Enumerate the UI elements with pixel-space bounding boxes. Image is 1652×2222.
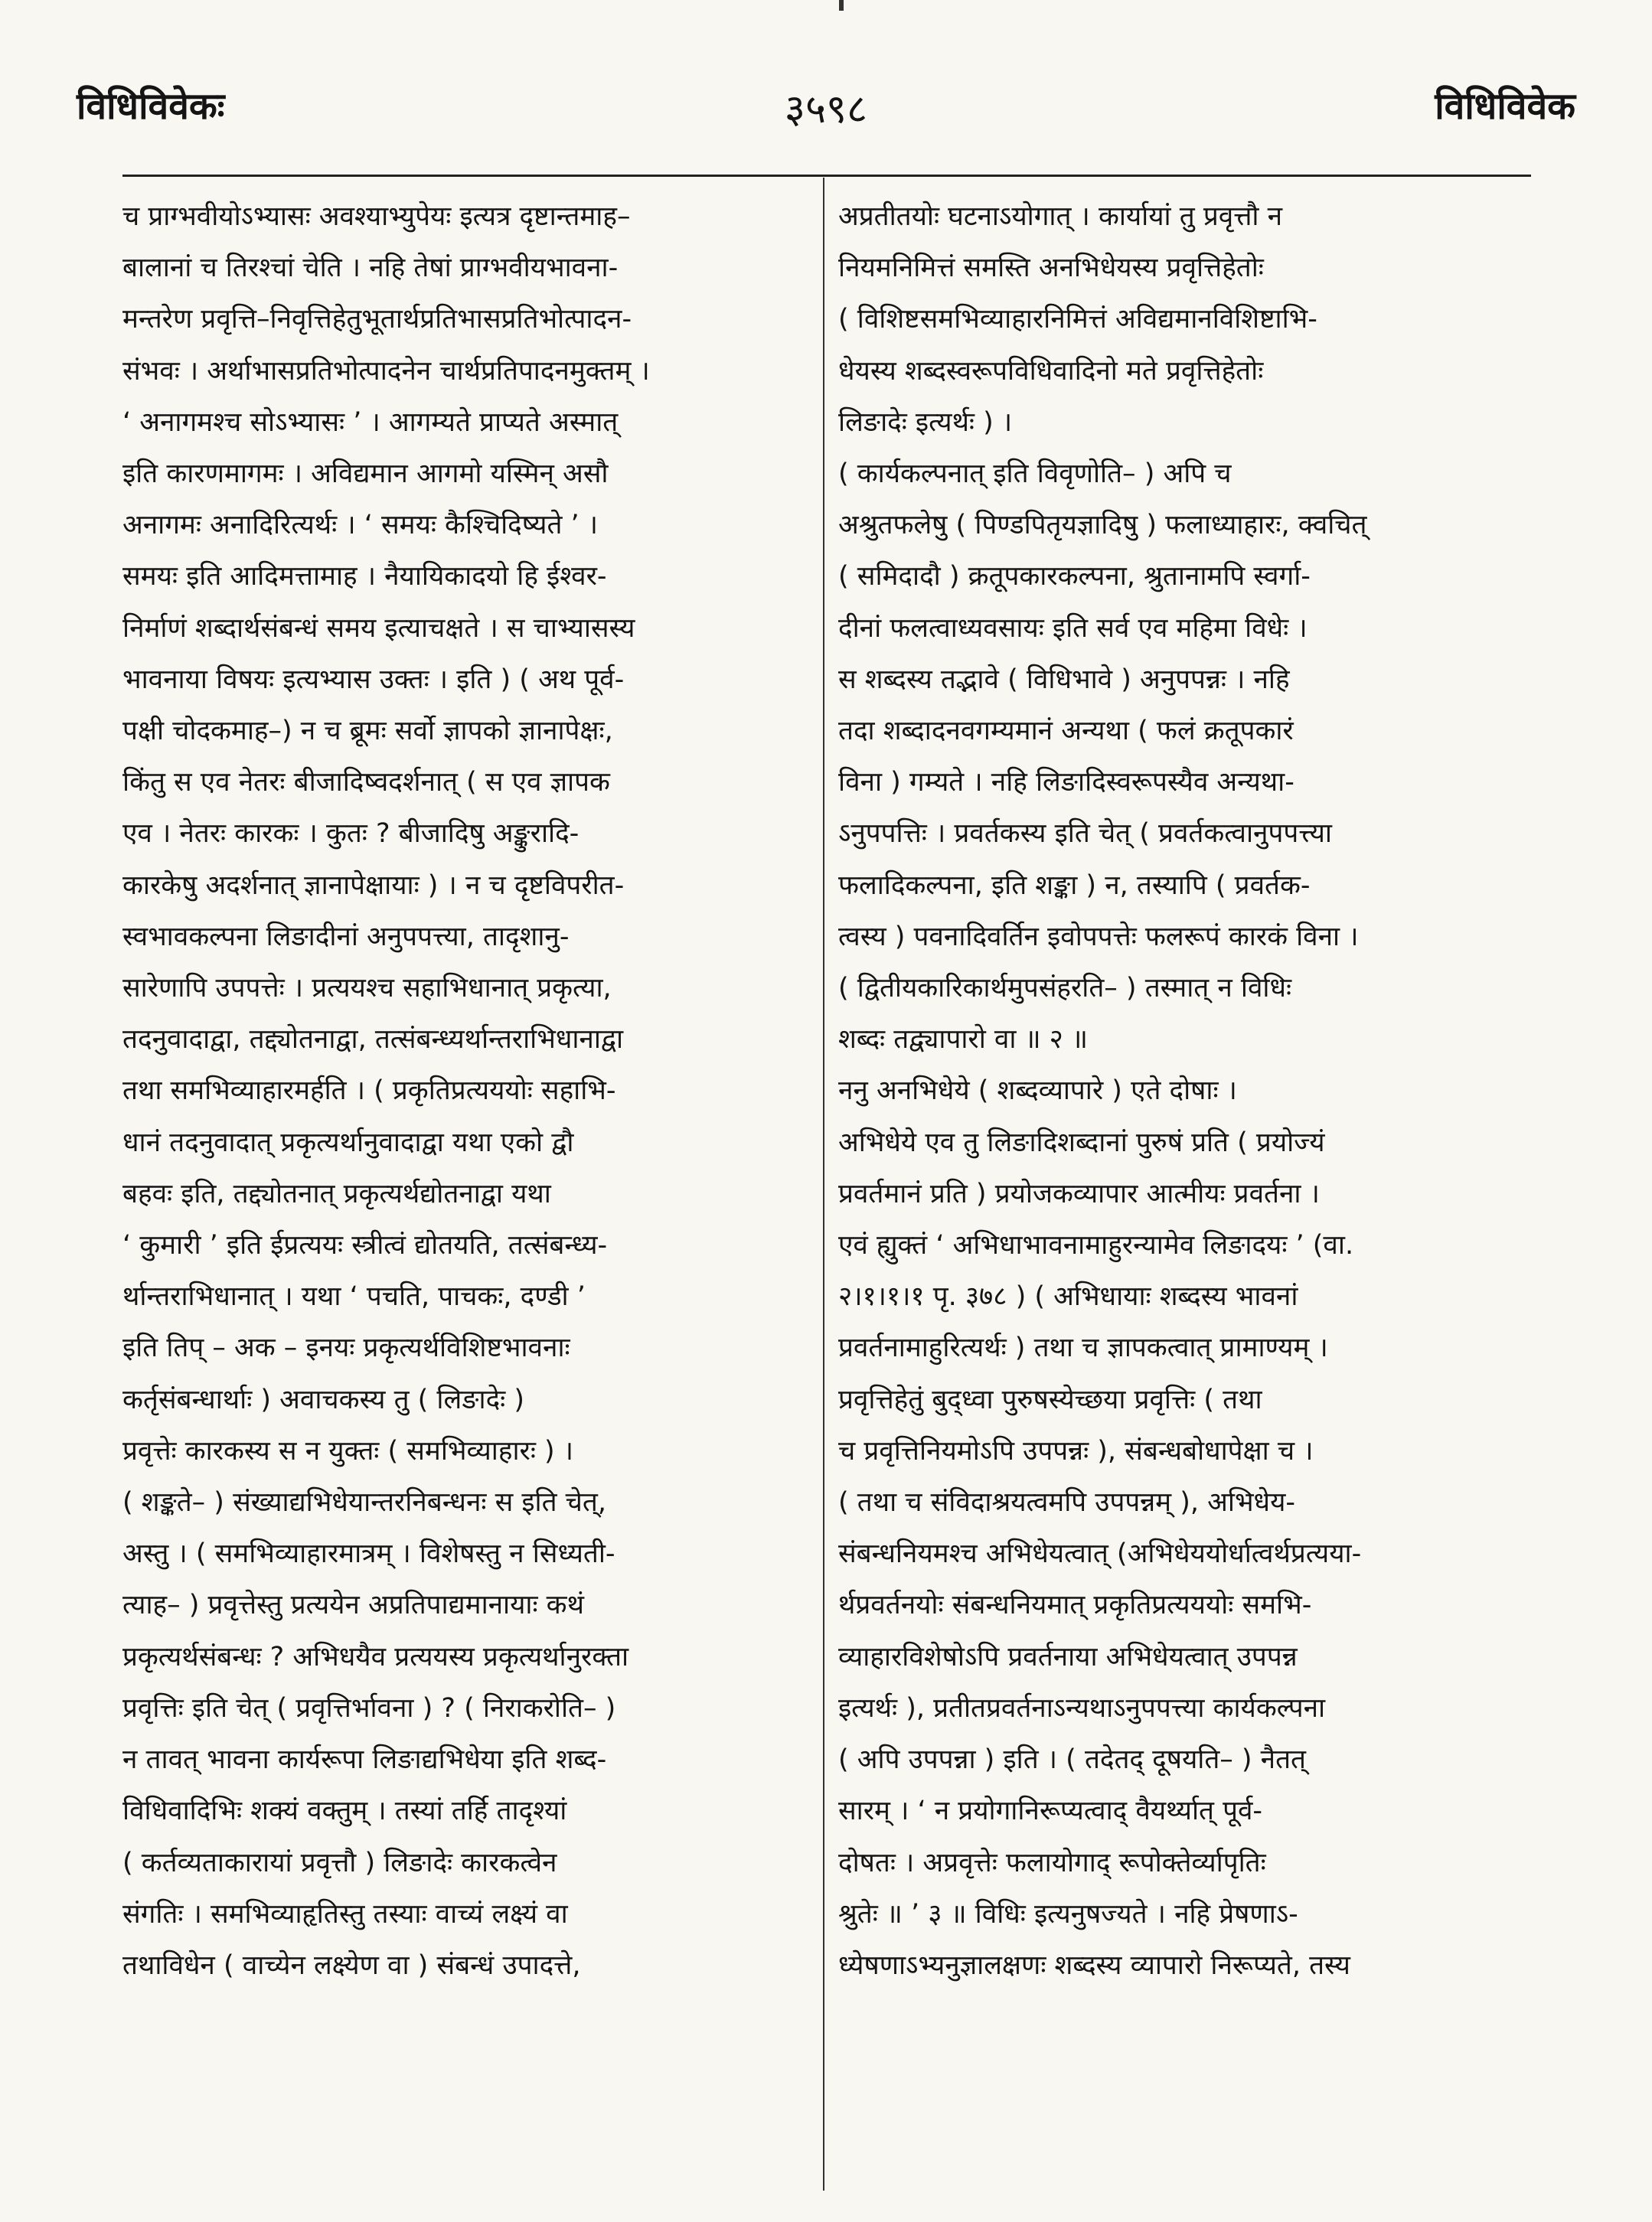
ink-speck [839, 0, 844, 11]
text-line: बहवः इति, तद्द्योतनात् प्रकृत्यर्थद्योतनाद्वा यथा [122, 1178, 551, 1209]
text-line: तदा शब्दादनवगम्यमानं अन्यथा ( फलं क्रतूपकारं [838, 716, 1294, 747]
text-line: बालानां च तिरश्चां चेति । नहि तेषां प्राग्भवीयभावना- [122, 253, 619, 284]
page-header [77, 80, 1575, 142]
text-line: ( शङ्कते– ) संख्याद्यभिधेयान्तरनिबन्धनः स इति चेत्, [122, 1487, 606, 1519]
text-line: ( तथा च संविदाश्रयत्वमपि उपपन्नम् ), अभिधेय- [838, 1487, 1296, 1519]
text-line: अभिधेये एव तु लिङादिशब्दानां पुरुषं प्रति ( प्रयोज्यं [838, 1127, 1325, 1158]
text-line: ( विशिष्टसमभिव्याहारनिमित्तं अविद्यमानविशिष्टाभि- [838, 304, 1317, 335]
header-left-title: विधिविवेकः [77, 85, 225, 128]
text-line: कर्तृसंबन्धार्थाः ) अवाचकस्य तु ( लिङादेः ) [122, 1384, 525, 1415]
text-line: धानं तदनुवादात् प्रकृत्यर्थानुवादाद्वा यथा एको द्वौ [122, 1127, 574, 1158]
header-right-title: विधिविवेक [1435, 85, 1575, 128]
text-line: ( कर्तव्यताकारायां प्रवृत्तौ ) लिङादेः कारकत्वेन [122, 1847, 557, 1878]
text-line: इति कारणमागमः । अविद्यमान आगमो यस्मिन् असौ [122, 458, 609, 490]
text-line: लिङादेः इत्यर्थः ) । [838, 406, 1013, 438]
text-line: दोषतः । अप्रवृत्तेः फलायोगाद् रूपोक्तेर्व्यापृतिः [838, 1847, 1266, 1878]
text-line: निर्माणं शब्दार्थसंबन्धं समय इत्याचक्षते । स चाभ्यासस्य [122, 612, 635, 644]
text-line: २।१।१।१ पृ. ३७८ ) ( अभिधायाः शब्दस्य भावनां [838, 1281, 1298, 1313]
text-line: शब्दः तद्व्यापारो वा ॥ २ ॥ [838, 1024, 1088, 1056]
text-line: स्वभावकल्पना लिङादीनां अनुपपत्त्या, तादृशानु- [122, 921, 570, 952]
page-number: ३५९८ [784, 86, 868, 132]
text-line: न तावत् भावना कार्यरूपा लिङाद्यभिधेया इति शब्द- [122, 1744, 607, 1776]
text-line: प्रवर्तनामाहुरित्यर्थः ) तथा च ज्ञापकत्वात् प्रामाण्यम् । [838, 1333, 1328, 1364]
right-column [838, 191, 1539, 1992]
text-line: भावनाया विषयः इत्यभ्यास उक्तः । इति ) ( अथ पूर्व- [122, 664, 625, 695]
text-line: ( समिदादौ ) क्रतूपकारकल्पना, श्रुतानामपि स्वर्गा- [838, 561, 1311, 592]
text-line: एवं ह्युक्तं ‘ अभिधाभावनामाहुरन्यामेव लिङादयः ’ (वा. [838, 1230, 1354, 1261]
text-line: ध्येषणाऽभ्यनुज्ञालक्षणः शब्दस्य व्यापारो निरूप्यते, तस्य [838, 1950, 1350, 1981]
text-line: प्रवृत्तेः कारकस्य स न युक्तः ( समभिव्याहारः ) । [122, 1435, 574, 1467]
header-rule [122, 175, 1531, 177]
text-line: अप्रतीतयोः घटनाऽयोगात् । कार्यायां तु प्रवृत्तौ न [838, 201, 1282, 232]
text-line: च प्राग्भवीयोऽभ्यासः अवश्याभ्युपेयः इत्यत्र दृष्टान्तमाह– [122, 201, 631, 232]
text-line: एव । नेतरः कारकः । कुतः ? बीजादिषु अङ्कुरादि- [122, 818, 580, 850]
text-line: सारम् । ‘ न प्रयोगानिरूप्यत्वाद् वैयर्थ्यात् पूर्व- [838, 1796, 1263, 1827]
text-line: सारेणापि उपपत्तेः । प्रत्ययश्च सहाभिधानात् प्रकृत्या, [122, 973, 612, 1004]
text-line: पक्षी चोदकमाह–) न च ब्रूमः सर्वो ज्ञापको ज्ञानापेक्षः, [122, 716, 613, 747]
text-line: फलादिकल्पना, इति शङ्का ) न, तस्यापि ( प्रवर्तक- [838, 870, 1311, 901]
text-line: प्रकृत्यर्थसंबन्धः ? अभिधयैव प्रत्ययस्य प्रकृत्यर्थानुरक्ता [122, 1641, 629, 1672]
text-line: विधिवादिभिः शक्यं वक्तुम् । तस्यां तर्हि तादृश्यां [122, 1796, 567, 1827]
text-line: कारकेषु अदर्शनात् ज्ञानापेक्षायाः ) । न च दृष्टविपरीत- [122, 870, 625, 901]
text-line: तदनुवादाद्वा, तद्द्योतनाद्वा, तत्संबन्ध्यर्थान्तराभिधानाद्वा [122, 1024, 624, 1056]
text-line: ननु अनभिधेये ( शब्दव्यापारे ) एते दोषाः । [838, 1075, 1237, 1107]
text-line: प्रवृत्तिः इति चेत् ( प्रवृत्तिर्भावना ) ? ( निराकरोति– ) [122, 1692, 616, 1724]
text-line: ‘ कुमारी ’ इति ईप्रत्ययः स्त्रीत्वं द्योतयति, तत्संबन्ध्य- [122, 1230, 608, 1261]
text-line: प्रवर्तमानं प्रति ) प्रयोजकव्यापार आत्मीयः प्रवर्तना । [838, 1178, 1320, 1209]
text-line: र्थान्तराभिधानात् । यथा ‘ पचति, पाचकः, दण्डी ’ [122, 1281, 586, 1313]
text-line: तथा समभिव्याहारमर्हति । ( प्रकृतिप्रत्यययोः सहाभि- [122, 1075, 616, 1107]
column-divider [823, 178, 824, 2191]
text-line: मन्तरेण प्रवृत्ति–निवृत्तिहेतुभूतार्थप्रतिभासप्रतिभोत्पादन- [122, 304, 632, 335]
text-line: संभवः । अर्थाभासप्रतिभोत्पादनेन चार्थप्रतिपादनमुक्तम् । [122, 355, 650, 387]
text-line: ‘ अनागमश्च सोऽभ्यासः ’ । आगम्यते प्राप्यते अस्मात् [122, 406, 619, 438]
text-line: इति तिप् – अक – इनयः प्रकृत्यर्थविशिष्टभावनाः [122, 1333, 570, 1364]
text-line: अश्रुतफलेषु ( पिण्डपितृयज्ञादिषु ) फलाध्याहारः, क्वचित् [838, 510, 1367, 541]
text-line: ( द्वितीयकारिकार्थमुपसंहरति– ) तस्मात् न विधिः [838, 973, 1292, 1004]
text-line: धेयस्य शब्दस्वरूपविधिवादिनो मते प्रवृत्तिहेतोः [838, 355, 1264, 387]
text-line: संगतिः । समभिव्याहृतिस्तु तस्याः वाच्यं लक्ष्यं वा [122, 1898, 568, 1930]
text-line: त्वस्य ) पवनादिवर्तिन इवोपपत्तेः फलरूपं कारकं विना । [838, 921, 1359, 952]
text-line: अनागमः अनादिरित्यर्थः । ‘ समयः कैश्चिदिष्यते ’ । [122, 510, 599, 541]
text-line: अस्तु । ( समभिव्याहारमात्रम् । विशेषस्तु न सिध्यती- [122, 1538, 615, 1570]
text-line: नियमनिमित्तं समस्ति अनभिधेयस्य प्रवृत्तिहेतोः [838, 253, 1264, 284]
text-line: ऽनुपपत्तिः । प्रवर्तकस्य इति चेत् ( प्रवर्तकत्वानुपपत्त्या [838, 818, 1332, 850]
text-line: ( अपि उपपन्ना ) इति । ( तदेतद् दूषयति– ) नैतत् [838, 1744, 1307, 1776]
text-line: ( कार्यकल्पनात् इति विवृणोति– ) अपि च [838, 458, 1232, 490]
text-line: विना ) गम्यते । नहि लिङादिस्वरूपस्यैव अन्यथा- [838, 767, 1295, 798]
text-line: दीनां फलत्वाध्यवसायः इति सर्व एव महिमा विधेः । [838, 612, 1308, 644]
text-line: श्रुतेः ॥ ’ ३ ॥ विधिः इत्यनुषज्यते । नहि प्रेषणाऽ- [838, 1898, 1298, 1930]
text-line: किंतु स एव नेतरः बीजादिष्वदर्शनात् ( स एव ज्ञापक [122, 767, 610, 798]
text-line: तथाविधेन ( वाच्येन लक्ष्येण वा ) संबन्धं उपादत्ते, [122, 1950, 581, 1981]
text-line: च प्रवृत्तिनियमोऽपि उपपन्नः ), संबन्धबोधापेक्षा च । [838, 1435, 1314, 1467]
text-line: प्रवृत्तिहेतुं बुद्ध्वा पुरुषस्येच्छया प्रवृत्तिः ( तथा [838, 1384, 1262, 1415]
left-column [122, 191, 811, 1992]
text-line: त्याह– ) प्रवृत्तेस्तु प्रत्ययेन अप्रतिपाद्यमानायाः कथं [122, 1590, 584, 1621]
text-line: समयः इति आदिमत्तामाह । नैयायिकादयो हि ईश्वर- [122, 561, 607, 592]
text-line: इत्यर्थः ), प्रतीतप्रवर्तनाऽन्यथाऽनुपपत्त्या कार्यकल्पना [838, 1692, 1326, 1724]
text-line: व्याहारविशेषोऽपि प्रवर्तनाया अभिधेयत्वात् उपपन्न [838, 1641, 1298, 1672]
text-line: संबन्धनियमश्च अभिधेयत्वात् (अभिधेययोर्धात्वर्थप्रत्यया- [838, 1538, 1362, 1570]
text-line: स शब्दस्य तद्भावे ( विधिभावे ) अनुपपन्नः । नहि [838, 664, 1290, 695]
text-line: र्थप्रवर्तनयोः संबन्धनियमात् प्रकृतिप्रत्यययोः समभि- [838, 1590, 1312, 1621]
